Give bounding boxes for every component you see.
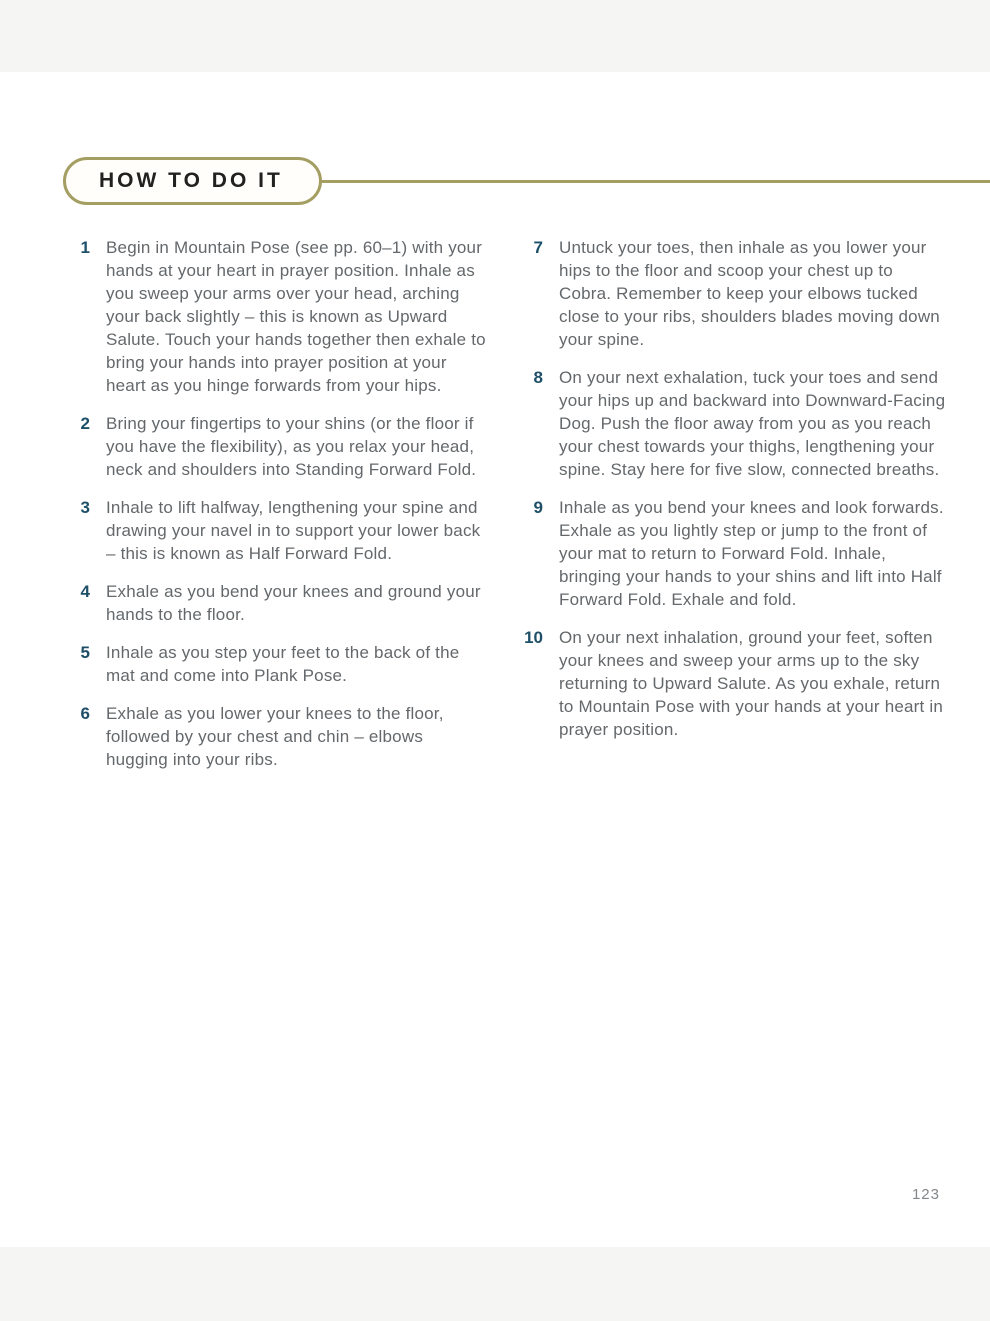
page-number: 123 (911, 1186, 940, 1203)
book-page (0, 72, 990, 1247)
step-item-3 (64, 496, 488, 565)
steps-columns (0, 236, 990, 786)
step-text: Inhale as you bend your knees and look forwards. Exhale as you lightly step or jump to the front of your mat to return to Forward Fold. Inhale, bringing your hands to your shins and lift into Half Forward Fold. Exhale and fold. (559, 498, 944, 609)
step-item-6 (64, 702, 488, 771)
step-item-5 (64, 641, 488, 687)
top-margin-band (0, 0, 990, 72)
step-text: Exhale as you bend your knees and ground your hands to the floor. (106, 582, 481, 624)
step-number: 2 (80, 414, 90, 433)
step-number: 5 (80, 643, 90, 662)
step-number: 9 (533, 498, 543, 517)
step-number: 3 (80, 498, 90, 517)
step-number: 10 (524, 628, 543, 647)
step-item-8 (517, 366, 949, 481)
step-number: 1 (80, 238, 90, 257)
step-number: 8 (533, 368, 543, 387)
step-number: 7 (533, 238, 543, 257)
step-text: On your next exhalation, tuck your toes and send your hips up and backward into Downward-Facing Dog. Push the floor away from you as you reach your chest towards your thighs, lengthening your spine. Stay here for five slow, connected breaths. (559, 368, 946, 479)
steps-column-right (517, 236, 949, 786)
step-item-4 (64, 580, 488, 626)
steps-column-left (64, 236, 488, 786)
step-text: On your next inhalation, ground your feet, soften your knees and sweep your arms up to the sky returning to Upward Salute. As you exhale, return to Mountain Pose with your hands at your heart in prayer position. (559, 628, 944, 739)
step-item-2 (64, 412, 488, 481)
step-text: Inhale to lift halfway, lengthening your spine and drawing your navel in to support your lower back – this is known as Half Forward Fold. (106, 498, 481, 563)
bottom-margin-band (0, 1247, 990, 1321)
step-text: Bring your fingertips to your shins (or the floor if you have the flexibility), as you relax your head, neck and shoulders into Standing Forward Fold. (106, 414, 477, 479)
header-rule-line (320, 180, 990, 183)
step-item-9 (517, 496, 949, 611)
step-text: Untuck your toes, then inhale as you lower your hips to the floor and scoop your chest up to Cobra. Remember to keep your elbows tucked close to your ribs, shoulders blades moving down your spine. (559, 238, 940, 349)
step-text: Begin in Mountain Pose (see pp. 60–1) with your hands at your heart in prayer position. Inhale as you sweep your arms over your head, arching your back slightly – this is known as Upward Salute. Touch your hands together then exhale to bring your hands into prayer position at your heart as you hinge forwards from your hips. (106, 238, 486, 395)
step-number: 4 (80, 582, 90, 601)
step-text: Inhale as you step your feet to the back of the mat and come into Plank Pose. (106, 643, 460, 685)
step-item-7 (517, 236, 949, 351)
step-text: Exhale as you lower your knees to the floor, followed by your chest and chin – elbows hugging into your ribs. (106, 704, 444, 769)
step-item-10 (517, 626, 949, 741)
step-item-1 (64, 236, 488, 397)
step-number: 6 (80, 704, 90, 723)
section-header (63, 157, 990, 205)
section-title: HOW TO DO IT (99, 169, 283, 192)
section-title-pill (63, 157, 322, 205)
